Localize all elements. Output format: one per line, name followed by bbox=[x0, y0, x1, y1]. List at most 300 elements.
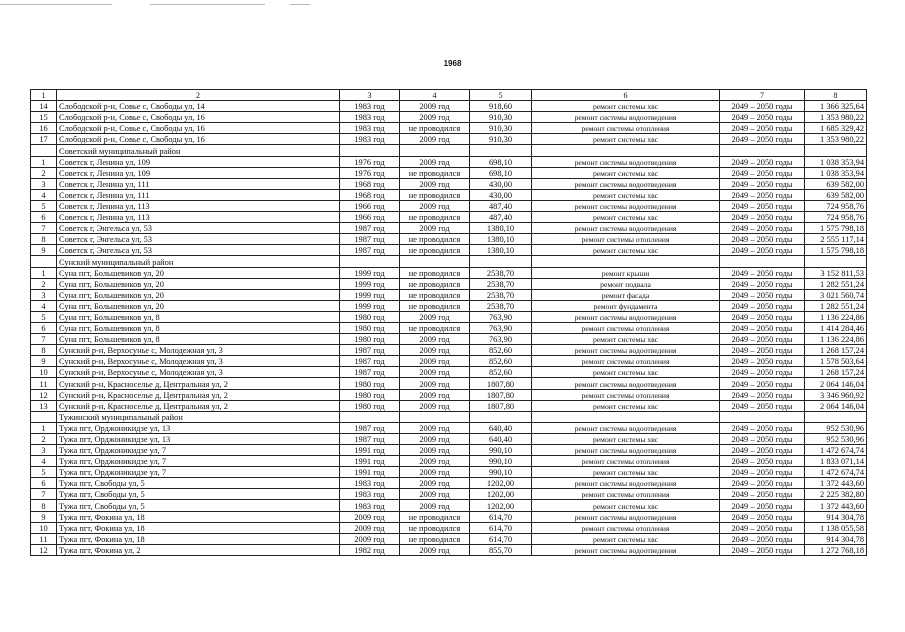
address-cell: Сунский р-н, Верхосунье с, Молодежная ул, 3 bbox=[57, 345, 340, 356]
period-cell: 2049 – 2050 годы bbox=[720, 489, 805, 500]
build-year-cell: 1980 год bbox=[340, 311, 400, 322]
build-year-cell: 1987 год bbox=[340, 245, 400, 256]
period-cell: 2049 – 2050 годы bbox=[720, 533, 805, 544]
scan-mark-right bbox=[290, 4, 310, 5]
cost-cell: 2 225 382,80 bbox=[805, 489, 867, 500]
address-cell: Сунский р-н, Верхосунье с, Молодежная ул, 3 bbox=[57, 356, 340, 367]
work-type-cell: ремонт системы хвс bbox=[532, 367, 720, 378]
last-repair-cell: 2009 год bbox=[400, 200, 470, 211]
empty-cell bbox=[340, 256, 400, 267]
empty-cell bbox=[720, 145, 805, 156]
build-year-cell: 1982 год bbox=[340, 544, 400, 555]
area-cell: 910,30 bbox=[470, 134, 532, 145]
build-year-cell: 1987 год bbox=[340, 223, 400, 234]
work-type-cell: ремонт системы отопления bbox=[532, 389, 720, 400]
table-row bbox=[31, 467, 867, 478]
last-repair-cell: не проводился bbox=[400, 289, 470, 300]
col-header: 4 bbox=[400, 90, 470, 101]
address-cell: Советск г, Энгельса ул, 53 bbox=[57, 245, 340, 256]
cost-cell: 1 685 329,42 bbox=[805, 123, 867, 134]
col-header: 5 bbox=[470, 90, 532, 101]
work-type-cell: ремонт системы водоотведения bbox=[532, 223, 720, 234]
address-cell: Тужа пгт, Фокина ул, 18 bbox=[57, 522, 340, 533]
repair-schedule-table bbox=[30, 89, 867, 556]
cost-cell: 1 282 551,24 bbox=[805, 278, 867, 289]
row-number: 11 bbox=[31, 378, 57, 389]
area-cell: 1807,80 bbox=[470, 389, 532, 400]
work-type-cell: ремонт системы водоотведения bbox=[532, 422, 720, 433]
period-cell: 2049 – 2050 годы bbox=[720, 544, 805, 555]
last-repair-cell: 2009 год bbox=[400, 467, 470, 478]
table-row bbox=[31, 433, 867, 444]
address-cell: Слободской р-н, Совье с, Свободы ул, 14 bbox=[57, 101, 340, 112]
area-cell: 487,40 bbox=[470, 200, 532, 211]
work-type-cell: ремонт системы водоотведения bbox=[532, 478, 720, 489]
cost-cell: 952 530,96 bbox=[805, 422, 867, 433]
last-repair-cell: 2009 год bbox=[400, 500, 470, 511]
last-repair-cell: не проводился bbox=[400, 300, 470, 311]
build-year-cell: 1983 год bbox=[340, 134, 400, 145]
last-repair-cell: 2009 год bbox=[400, 156, 470, 167]
empty-cell bbox=[805, 145, 867, 156]
period-cell: 2049 – 2050 годы bbox=[720, 278, 805, 289]
work-type-cell: ремонт системы хвс bbox=[532, 334, 720, 345]
cost-cell: 1 272 768,18 bbox=[805, 544, 867, 555]
table-row bbox=[31, 311, 867, 322]
empty-cell bbox=[31, 411, 57, 422]
address-cell: Тужа пгт, Орджоникидзе ул, 7 bbox=[57, 456, 340, 467]
period-cell: 2049 – 2050 годы bbox=[720, 511, 805, 522]
empty-cell bbox=[532, 256, 720, 267]
area-cell: 852,60 bbox=[470, 345, 532, 356]
scan-mark-middle bbox=[150, 4, 265, 5]
area-cell: 614,70 bbox=[470, 533, 532, 544]
period-cell: 2049 – 2050 годы bbox=[720, 123, 805, 134]
work-type-cell: ремонт системы хвс bbox=[532, 533, 720, 544]
address-cell: Советск г, Энгельса ул, 53 bbox=[57, 234, 340, 245]
last-repair-cell: 2009 год bbox=[400, 367, 470, 378]
row-number: 3 bbox=[31, 178, 57, 189]
scan-mark-left bbox=[0, 4, 112, 5]
area-cell: 614,70 bbox=[470, 511, 532, 522]
table-row bbox=[31, 300, 867, 311]
period-cell: 2049 – 2050 годы bbox=[720, 445, 805, 456]
cost-cell: 1 372 443,60 bbox=[805, 500, 867, 511]
cost-cell: 1 472 674,74 bbox=[805, 467, 867, 478]
area-cell: 852,60 bbox=[470, 367, 532, 378]
period-cell: 2049 – 2050 годы bbox=[720, 189, 805, 200]
last-repair-cell: 2009 год bbox=[400, 178, 470, 189]
table-row bbox=[31, 389, 867, 400]
area-cell: 614,70 bbox=[470, 522, 532, 533]
area-cell: 910,30 bbox=[470, 112, 532, 123]
empty-cell bbox=[470, 411, 532, 422]
build-year-cell: 1980 год bbox=[340, 389, 400, 400]
table-row bbox=[31, 456, 867, 467]
work-type-cell: ремонт системы отопления bbox=[532, 322, 720, 333]
last-repair-cell: 2009 год bbox=[400, 456, 470, 467]
table-row bbox=[31, 322, 867, 333]
cost-cell: 724 958,76 bbox=[805, 200, 867, 211]
area-cell: 2538,70 bbox=[470, 300, 532, 311]
last-repair-cell: 2009 год bbox=[400, 378, 470, 389]
build-year-cell: 1966 год bbox=[340, 212, 400, 223]
area-cell: 640,40 bbox=[470, 433, 532, 444]
last-repair-cell: 2009 год bbox=[400, 112, 470, 123]
period-cell: 2049 – 2050 годы bbox=[720, 178, 805, 189]
period-cell: 2049 – 2050 годы bbox=[720, 467, 805, 478]
build-year-cell: 1976 год bbox=[340, 156, 400, 167]
row-number: 2 bbox=[31, 433, 57, 444]
row-number: 15 bbox=[31, 112, 57, 123]
period-cell: 2049 – 2050 годы bbox=[720, 156, 805, 167]
period-cell: 2049 – 2050 годы bbox=[720, 367, 805, 378]
row-number: 5 bbox=[31, 311, 57, 322]
column-number-row bbox=[31, 90, 867, 101]
address-cell: Суна пгт, Большевиков ул, 8 bbox=[57, 322, 340, 333]
cost-cell: 2 555 117,14 bbox=[805, 234, 867, 245]
area-cell: 990,10 bbox=[470, 467, 532, 478]
table-row bbox=[31, 334, 867, 345]
period-cell: 2049 – 2050 годы bbox=[720, 245, 805, 256]
table-row bbox=[31, 511, 867, 522]
table-row bbox=[31, 522, 867, 533]
work-type-cell: ремонт системы хвс bbox=[532, 189, 720, 200]
last-repair-cell: не проводился bbox=[400, 533, 470, 544]
cost-cell: 1 353 980,22 bbox=[805, 134, 867, 145]
address-cell: Советск г, Ленина ул, 111 bbox=[57, 178, 340, 189]
area-cell: 430,00 bbox=[470, 178, 532, 189]
build-year-cell: 2009 год bbox=[340, 511, 400, 522]
area-cell: 763,90 bbox=[470, 322, 532, 333]
work-type-cell: ремонт системы хвс bbox=[532, 134, 720, 145]
last-repair-cell: 2009 год bbox=[400, 433, 470, 444]
address-cell: Суна пгт, Большевиков ул, 20 bbox=[57, 300, 340, 311]
last-repair-cell: 2009 год bbox=[400, 445, 470, 456]
area-cell: 1380,10 bbox=[470, 245, 532, 256]
table-row bbox=[31, 223, 867, 234]
cost-cell: 2 064 146,04 bbox=[805, 378, 867, 389]
area-cell: 1202,00 bbox=[470, 489, 532, 500]
build-year-cell: 1991 год bbox=[340, 445, 400, 456]
table-row bbox=[31, 212, 867, 223]
last-repair-cell: 2009 год bbox=[400, 489, 470, 500]
district-title: Сунский муниципальный район bbox=[57, 256, 340, 267]
last-repair-cell: 2009 год bbox=[400, 311, 470, 322]
cost-cell: 914 304,78 bbox=[805, 533, 867, 544]
work-type-cell: ремонт системы водоотведения bbox=[532, 112, 720, 123]
table-row bbox=[31, 345, 867, 356]
address-cell: Тужа пгт, Свободы ул, 5 bbox=[57, 478, 340, 489]
work-type-cell: ремонт системы водоотведения bbox=[532, 311, 720, 322]
area-cell: 698,10 bbox=[470, 167, 532, 178]
work-type-cell: ремонт подвала bbox=[532, 278, 720, 289]
empty-cell bbox=[400, 256, 470, 267]
address-cell: Суна пгт, Большевиков ул, 20 bbox=[57, 267, 340, 278]
cost-cell: 1 366 325,64 bbox=[805, 101, 867, 112]
work-type-cell: ремонт системы отопления bbox=[532, 123, 720, 134]
address-cell: Сунский р-н, Красноселье д, Центральная ул, 2 bbox=[57, 389, 340, 400]
area-cell: 763,90 bbox=[470, 334, 532, 345]
table-row bbox=[31, 289, 867, 300]
col-header: 1 bbox=[31, 90, 57, 101]
row-number: 4 bbox=[31, 300, 57, 311]
row-number: 16 bbox=[31, 123, 57, 134]
period-cell: 2049 – 2050 годы bbox=[720, 322, 805, 333]
row-number: 7 bbox=[31, 223, 57, 234]
cost-cell: 1 268 157,24 bbox=[805, 345, 867, 356]
work-type-cell: ремонт системы водоотведения bbox=[532, 200, 720, 211]
empty-cell bbox=[720, 256, 805, 267]
work-type-cell: ремонт системы хвс bbox=[532, 101, 720, 112]
period-cell: 2049 – 2050 годы bbox=[720, 267, 805, 278]
last-repair-cell: не проводился bbox=[400, 234, 470, 245]
empty-cell bbox=[340, 145, 400, 156]
work-type-cell: ремонт крыши bbox=[532, 267, 720, 278]
last-repair-cell: не проводился bbox=[400, 167, 470, 178]
cost-cell: 1 578 503,64 bbox=[805, 356, 867, 367]
row-number: 4 bbox=[31, 456, 57, 467]
cost-cell: 914 304,78 bbox=[805, 511, 867, 522]
table-row bbox=[31, 400, 867, 411]
address-cell: Тужа пгт, Орджоникидзе ул, 7 bbox=[57, 467, 340, 478]
work-type-cell: ремонт системы хвс bbox=[532, 433, 720, 444]
period-cell: 2049 – 2050 годы bbox=[720, 289, 805, 300]
build-year-cell: 1983 год bbox=[340, 500, 400, 511]
row-number: 5 bbox=[31, 200, 57, 211]
work-type-cell: ремонт системы водоотведения bbox=[532, 544, 720, 555]
period-cell: 2049 – 2050 годы bbox=[720, 101, 805, 112]
cost-cell: 724 958,76 bbox=[805, 212, 867, 223]
last-repair-cell: 2009 год bbox=[400, 400, 470, 411]
address-cell: Тужа пгт, Орджоникидзе ул, 13 bbox=[57, 422, 340, 433]
cost-cell: 1 138 055,58 bbox=[805, 522, 867, 533]
build-year-cell: 1983 год bbox=[340, 101, 400, 112]
period-cell: 2049 – 2050 годы bbox=[720, 311, 805, 322]
row-number: 4 bbox=[31, 189, 57, 200]
build-year-cell: 1980 год bbox=[340, 400, 400, 411]
address-cell: Советск г, Ленина ул, 109 bbox=[57, 156, 340, 167]
last-repair-cell: не проводился bbox=[400, 189, 470, 200]
address-cell: Слободской р-н, Совье с, Свободы ул, 16 bbox=[57, 134, 340, 145]
table-row bbox=[31, 267, 867, 278]
row-number: 5 bbox=[31, 467, 57, 478]
period-cell: 2049 – 2050 годы bbox=[720, 300, 805, 311]
table-row bbox=[31, 478, 867, 489]
build-year-cell: 1991 год bbox=[340, 467, 400, 478]
col-header: 6 bbox=[532, 90, 720, 101]
row-number: 1 bbox=[31, 156, 57, 167]
cost-cell: 1 038 353,94 bbox=[805, 167, 867, 178]
area-cell: 1807,80 bbox=[470, 400, 532, 411]
cost-cell: 1 575 798,18 bbox=[805, 245, 867, 256]
area-cell: 640,40 bbox=[470, 422, 532, 433]
last-repair-cell: 2009 год bbox=[400, 334, 470, 345]
address-cell: Советск г, Ленина ул, 113 bbox=[57, 212, 340, 223]
address-cell: Тужа пгт, Фокина ул, 18 bbox=[57, 533, 340, 544]
table-row bbox=[31, 356, 867, 367]
section-row bbox=[31, 256, 867, 267]
row-number: 2 bbox=[31, 167, 57, 178]
cost-cell: 1 833 071,14 bbox=[805, 456, 867, 467]
table-row bbox=[31, 445, 867, 456]
last-repair-cell: 2009 год bbox=[400, 223, 470, 234]
row-number: 9 bbox=[31, 511, 57, 522]
last-repair-cell: не проводился bbox=[400, 123, 470, 134]
row-number: 3 bbox=[31, 289, 57, 300]
build-year-cell: 1983 год bbox=[340, 112, 400, 123]
address-cell: Слободской р-н, Совье с, Свободы ул, 16 bbox=[57, 123, 340, 134]
col-header: 3 bbox=[340, 90, 400, 101]
period-cell: 2049 – 2050 годы bbox=[720, 400, 805, 411]
area-cell: 1202,00 bbox=[470, 500, 532, 511]
build-year-cell: 1980 год bbox=[340, 334, 400, 345]
work-type-cell: ремонт системы хвс bbox=[532, 212, 720, 223]
area-cell: 918,60 bbox=[470, 101, 532, 112]
empty-cell bbox=[532, 411, 720, 422]
empty-cell bbox=[720, 411, 805, 422]
table-row bbox=[31, 189, 867, 200]
address-cell: Советск г, Ленина ул, 109 bbox=[57, 167, 340, 178]
work-type-cell: ремонт фасада bbox=[532, 289, 720, 300]
period-cell: 2049 – 2050 годы bbox=[720, 134, 805, 145]
empty-cell bbox=[340, 411, 400, 422]
period-cell: 2049 – 2050 годы bbox=[720, 389, 805, 400]
cost-cell: 1 372 443,60 bbox=[805, 478, 867, 489]
empty-cell bbox=[532, 145, 720, 156]
page-number: 1968 bbox=[443, 59, 462, 68]
row-number: 1 bbox=[31, 422, 57, 433]
table-row bbox=[31, 533, 867, 544]
row-number: 10 bbox=[31, 522, 57, 533]
cost-cell: 3 021 560,74 bbox=[805, 289, 867, 300]
period-cell: 2049 – 2050 годы bbox=[720, 334, 805, 345]
period-cell: 2049 – 2050 годы bbox=[720, 433, 805, 444]
cost-cell: 3 152 811,53 bbox=[805, 267, 867, 278]
table-row bbox=[31, 544, 867, 555]
section-row bbox=[31, 145, 867, 156]
area-cell: 698,10 bbox=[470, 156, 532, 167]
row-number: 11 bbox=[31, 533, 57, 544]
address-cell: Суна пгт, Большевиков ул, 8 bbox=[57, 311, 340, 322]
empty-cell bbox=[31, 256, 57, 267]
period-cell: 2049 – 2050 годы bbox=[720, 500, 805, 511]
period-cell: 2049 – 2050 годы bbox=[720, 456, 805, 467]
last-repair-cell: не проводился bbox=[400, 267, 470, 278]
empty-cell bbox=[31, 145, 57, 156]
work-type-cell: ремонт системы хвс bbox=[532, 500, 720, 511]
district-title: Советский муниципальный район bbox=[57, 145, 340, 156]
row-number: 9 bbox=[31, 245, 57, 256]
row-number: 17 bbox=[31, 134, 57, 145]
period-cell: 2049 – 2050 годы bbox=[720, 212, 805, 223]
last-repair-cell: не проводился bbox=[400, 212, 470, 223]
empty-cell bbox=[470, 145, 532, 156]
build-year-cell: 1999 год bbox=[340, 300, 400, 311]
build-year-cell: 1976 год bbox=[340, 167, 400, 178]
build-year-cell: 1987 год bbox=[340, 433, 400, 444]
area-cell: 2538,70 bbox=[470, 267, 532, 278]
empty-cell bbox=[805, 256, 867, 267]
table-row bbox=[31, 112, 867, 123]
cost-cell: 1 575 798,18 bbox=[805, 223, 867, 234]
build-year-cell: 1968 год bbox=[340, 189, 400, 200]
table-row bbox=[31, 500, 867, 511]
row-number: 8 bbox=[31, 234, 57, 245]
last-repair-cell: 2009 год bbox=[400, 134, 470, 145]
area-cell: 855,70 bbox=[470, 544, 532, 555]
area-cell: 1380,10 bbox=[470, 223, 532, 234]
empty-cell bbox=[400, 145, 470, 156]
cost-cell: 2 064 146,04 bbox=[805, 400, 867, 411]
build-year-cell: 1983 год bbox=[340, 478, 400, 489]
build-year-cell: 1999 год bbox=[340, 267, 400, 278]
period-cell: 2049 – 2050 годы bbox=[720, 478, 805, 489]
address-cell: Слободской р-н, Совье с, Свободы ул, 16 bbox=[57, 112, 340, 123]
work-type-cell: ремонт системы отопления bbox=[532, 356, 720, 367]
row-number: 12 bbox=[31, 544, 57, 555]
area-cell: 2538,70 bbox=[470, 278, 532, 289]
work-type-cell: ремонт системы водоотведения bbox=[532, 345, 720, 356]
cost-cell: 3 346 960,92 bbox=[805, 389, 867, 400]
work-type-cell: ремонт системы отопления bbox=[532, 234, 720, 245]
work-type-cell: ремонт системы отопления bbox=[532, 489, 720, 500]
work-type-cell: ремонт системы водоотведения bbox=[532, 445, 720, 456]
row-number: 8 bbox=[31, 345, 57, 356]
address-cell: Тужа пгт, Фокина ул, 2 bbox=[57, 544, 340, 555]
build-year-cell: 1980 год bbox=[340, 378, 400, 389]
build-year-cell: 2009 год bbox=[340, 533, 400, 544]
row-number: 7 bbox=[31, 489, 57, 500]
build-year-cell: 1968 год bbox=[340, 178, 400, 189]
area-cell: 430,00 bbox=[470, 189, 532, 200]
build-year-cell: 1991 год bbox=[340, 456, 400, 467]
build-year-cell: 2009 год bbox=[340, 522, 400, 533]
work-type-cell: ремонт системы водоотведения bbox=[532, 178, 720, 189]
row-number: 6 bbox=[31, 322, 57, 333]
area-cell: 990,10 bbox=[470, 456, 532, 467]
table-row bbox=[31, 378, 867, 389]
row-number: 2 bbox=[31, 278, 57, 289]
work-type-cell: ремонт системы водоотведения bbox=[532, 156, 720, 167]
period-cell: 2049 – 2050 годы bbox=[720, 112, 805, 123]
last-repair-cell: 2009 год bbox=[400, 345, 470, 356]
last-repair-cell: 2009 год bbox=[400, 101, 470, 112]
last-repair-cell: не проводился bbox=[400, 245, 470, 256]
address-cell: Тужа пгт, Фокина ул, 18 bbox=[57, 511, 340, 522]
cost-cell: 1 136 224,86 bbox=[805, 311, 867, 322]
address-cell: Тужа пгт, Свободы ул, 5 bbox=[57, 500, 340, 511]
address-cell: Сунский р-н, Верхосунье с, Молодежная ул, 3 bbox=[57, 367, 340, 378]
work-type-cell: ремонт системы водоотведения bbox=[532, 511, 720, 522]
empty-cell bbox=[805, 411, 867, 422]
empty-cell bbox=[400, 411, 470, 422]
address-cell: Советск г, Энгельса ул, 53 bbox=[57, 223, 340, 234]
build-year-cell: 1980 год bbox=[340, 322, 400, 333]
district-title: Тужинский муниципальный район bbox=[57, 411, 340, 422]
build-year-cell: 1983 год bbox=[340, 489, 400, 500]
address-cell: Тужа пгт, Орджоникидзе ул, 7 bbox=[57, 445, 340, 456]
last-repair-cell: не проводился bbox=[400, 522, 470, 533]
row-number: 8 bbox=[31, 500, 57, 511]
cost-cell: 639 582,00 bbox=[805, 189, 867, 200]
address-cell: Суна пгт, Большевиков ул, 8 bbox=[57, 334, 340, 345]
table-row bbox=[31, 489, 867, 500]
work-type-cell: ремонт системы отопления bbox=[532, 456, 720, 467]
last-repair-cell: 2009 год bbox=[400, 544, 470, 555]
period-cell: 2049 – 2050 годы bbox=[720, 422, 805, 433]
table-row bbox=[31, 234, 867, 245]
